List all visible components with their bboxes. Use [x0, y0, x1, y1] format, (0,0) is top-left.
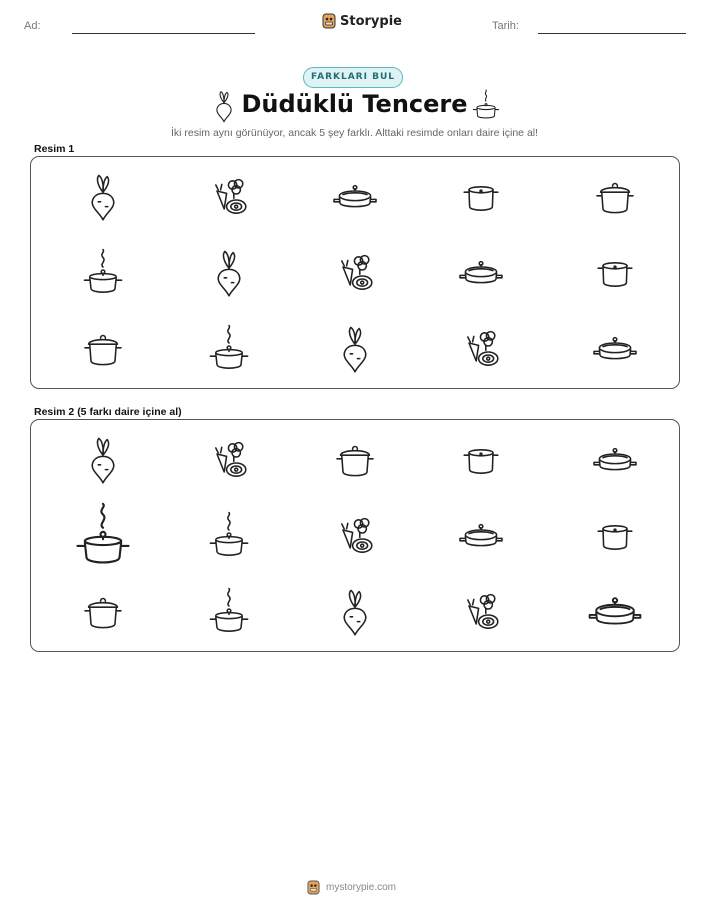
pot-steam-icon[interactable]: [205, 588, 253, 636]
date-field-line[interactable]: [538, 33, 686, 34]
vegetables-icon: [331, 249, 379, 297]
footer: [307, 880, 396, 895]
picture-2-label: Resim 2 (5 farkı daire içine al): [34, 406, 182, 418]
vegetables-icon[interactable]: [205, 436, 253, 484]
pot-steam-icon[interactable]: [70, 503, 136, 569]
worksheet-type-badge: FARKLARI BUL: [303, 67, 403, 88]
pot-steam-icon[interactable]: [205, 512, 253, 560]
footer-mascot-icon: [307, 880, 320, 895]
pot-flat-icon: [457, 249, 505, 297]
name-label: Ad:: [24, 20, 41, 32]
pot-open-icon[interactable]: [591, 512, 639, 560]
title-pot-steam-icon: [472, 89, 500, 125]
pot-open-icon: [457, 173, 505, 221]
pot-flat-icon: [331, 173, 379, 221]
vegetables-icon[interactable]: [457, 588, 505, 636]
vegetables-icon: [205, 173, 253, 221]
pot-open-icon[interactable]: [457, 436, 505, 484]
pot-lid-icon[interactable]: [331, 436, 379, 484]
vegetables-icon[interactable]: [331, 512, 379, 560]
beet-icon: [331, 325, 379, 373]
beet-icon[interactable]: [331, 588, 379, 636]
beet-icon[interactable]: [79, 436, 127, 484]
pot-flat-icon: [591, 325, 639, 373]
pot-steam-icon: [79, 249, 127, 297]
name-field-line[interactable]: [72, 33, 255, 34]
pot-lid-icon: [79, 325, 127, 373]
pot-lid-icon[interactable]: [79, 588, 127, 636]
page-title: Düdüklü Tencere: [241, 90, 468, 118]
instructions: İki resim aynı görünüyor, ancak 5 şey farklı. Alttaki resimde onları daire içine al!: [170, 127, 539, 139]
pot-flat-icon[interactable]: [457, 512, 505, 560]
storypie-mascot-icon: [322, 13, 336, 29]
footer-url[interactable]: mystorypie.com: [326, 882, 397, 893]
vegetables-icon: [457, 325, 505, 373]
brand-logo: [322, 13, 402, 29]
pot-flat-icon[interactable]: [591, 436, 639, 484]
pot-lid-icon: [591, 173, 639, 221]
picture-2-panel[interactable]: [30, 419, 680, 652]
beet-icon: [79, 173, 127, 221]
beet-icon: [205, 249, 253, 297]
pot-open-icon: [591, 249, 639, 297]
picture-1-label: Resim 1: [34, 143, 75, 155]
pot-steam-icon: [205, 325, 253, 373]
pot-flat-icon[interactable]: [586, 583, 644, 641]
picture-1-panel: [30, 156, 680, 389]
brand-name: Storypie: [340, 13, 402, 29]
date-label: Tarih:: [492, 20, 519, 32]
